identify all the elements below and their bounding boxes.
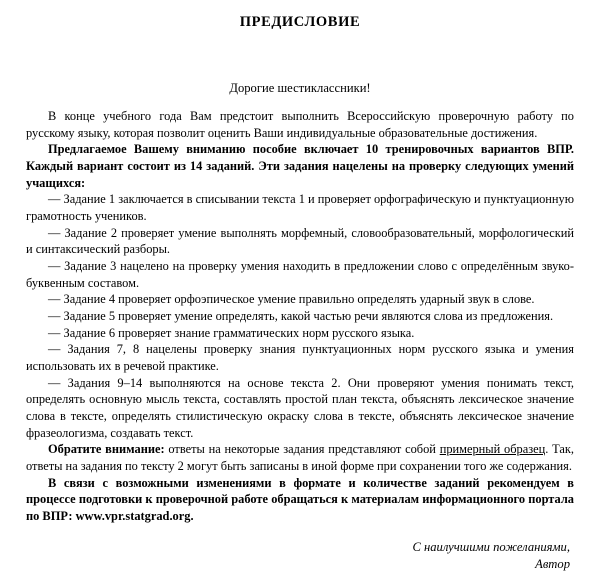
paragraph-task-2: — Задание 2 проверяет умение выполнять морфемный, словообразовательный, морфологический и синтаксический разборы. — [26, 225, 574, 257]
paragraph-note — [26, 441, 574, 474]
paragraph-intro-1: В конце учебного года Вам предстоит выполнить Всероссийскую проверочную работу по русскому языку, которая позволит оценить Ваши индивидуальные образовательные достижения. — [26, 109, 574, 140]
paragraph-task-7-8: — Задания 7, 8 нацелены проверку знания пунктуационных норм русского языка и умения использовать их в речевой практике. — [26, 342, 574, 374]
page-title: ПРЕДИСЛОВИЕ — [239, 14, 361, 30]
note-underlined: примерный образец — [439, 442, 546, 457]
closing-line-2: Автор — [535, 556, 570, 571]
salutation: Дорогие шестиклассники! — [229, 81, 371, 95]
closing-block — [26, 539, 574, 573]
note-suffix: . Так, ответы на задания по тексту 2 могут быть записаны в иной форме при сохранении того же содержания. — [26, 442, 575, 474]
note-prefix: Обратите внимание: — [48, 442, 165, 457]
closing-line-1: С наилучшими пожеланиями, — [412, 539, 570, 554]
paragraph-task-5: — Задание 5 проверяет умение определять, какой частью речи являются слова из предложения. — [48, 309, 554, 324]
paragraph-task-4: — Задание 4 проверяет орфоэпическое умение правильно определять ударный звук в слове. — [48, 292, 535, 307]
paragraph-task-1: — Задание 1 заключается в списывании текста 1 и проверяет орфографическую и пунктуационную грамотность учеников. — [26, 192, 574, 224]
vpr-portal-link[interactable]: www.vpr.statgrad.org — [75, 509, 191, 524]
warning-text-after: . — [190, 509, 194, 524]
paragraph-task-6: — Задание 6 проверяет знание грамматических норм русского языка. — [48, 325, 415, 340]
paragraph-task-3: — Задание 3 нацелено на проверку умения находить в предложении слово с определённым звуко-буквенным составом. — [26, 259, 574, 290]
paragraph-intro-2: Предлагаемое Вашему вниманию пособие включает 10 тренировочных вариантов ВПР. Каждый вариант состоит из 14 заданий. Эти задания нацелены на проверку следующих умений учащихся: — [26, 142, 574, 190]
paragraph-task-9-14: — Задания 9–14 выполняются на основе текста 2. Они проверяют умения понимать текст, определять основную мысль текста, составлять простой план текста, объяснять лексическое значение слова в тексте, определять стилистическую окраску слова в тексте, объяснять лексическое значение фразеологизма, создавать текст. — [26, 375, 574, 440]
paragraph-warning — [26, 475, 574, 525]
note-middle: ответы на некоторые задания представляют собой — [164, 442, 440, 457]
document-body — [26, 108, 574, 525]
warning-text-before: В связи с возможными изменениями в формате и количестве заданий рекомендуем в процессе подготовки к проверочной работе обращаться к материалам информационного портала по ВПР: — [26, 475, 574, 524]
